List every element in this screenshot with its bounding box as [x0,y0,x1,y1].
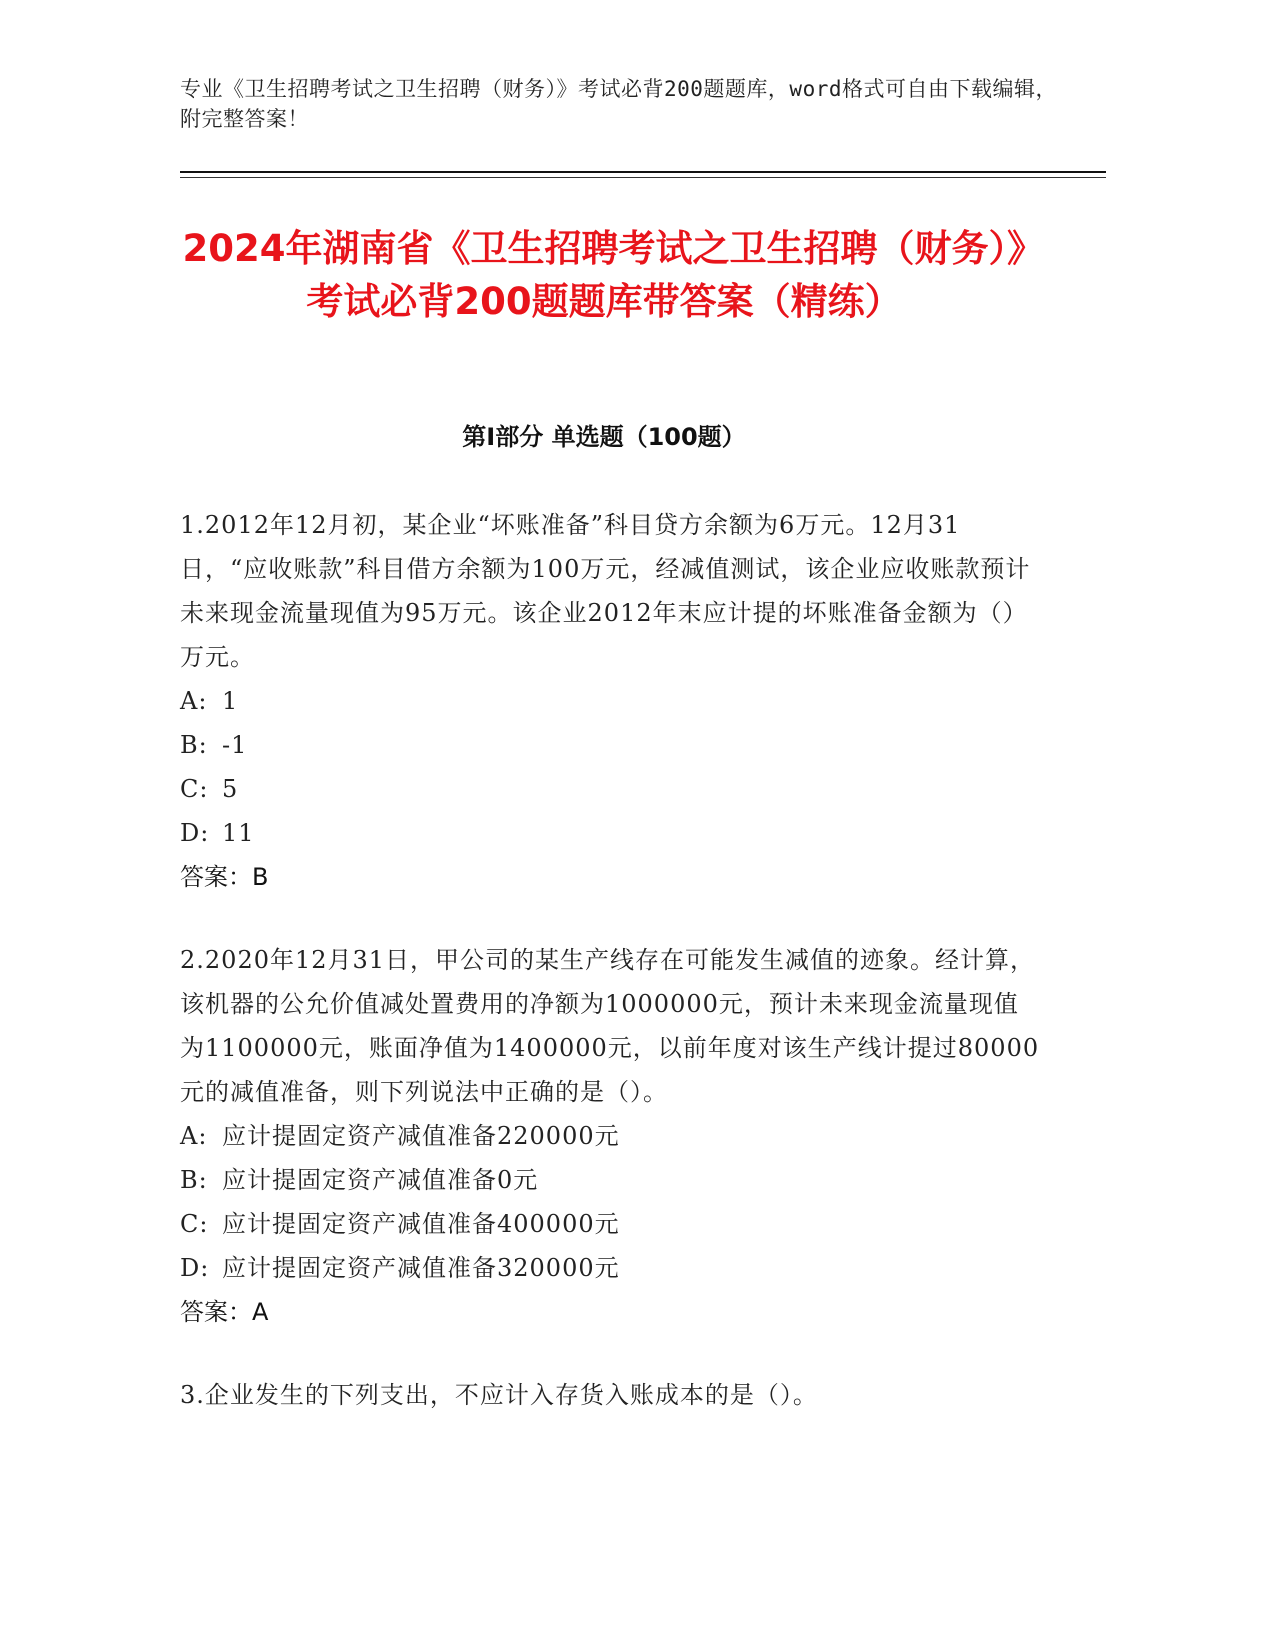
header-divider-thin [180,177,1106,178]
option-letter: D: [180,819,210,847]
option-letter: C: [180,775,209,803]
option-letter: C: [180,1210,209,1238]
option-letter: D: [180,1254,210,1282]
section-heading: 第Ⅰ部分 单选题（100题） [462,423,746,451]
option-text: 应计提固定资产减值准备320000元 [222,1254,620,1282]
option-letter: A: [180,687,208,715]
question-stem: 2.2020年12月31日，甲公司的某生产线存在可能发生减值的迹象。经计算，该机器的公允价值减处置费用的净额为1000000元，预计未来现金流量现值为1100000元，账面净值为1400000元，以前年度对该生产线计提过80000元的减值准备，则下列说法中正确的是（）。 [180,946,1040,1106]
option-c [180,1202,1040,1246]
question-stem: 1.2012年12月初，某企业“坏账准备”科目贷方余额为6万元。12月31日，“应收账款”科目借方余额为100万元，经减值测试，该企业应收账款预计未来现金流量现值为95万元。该企业2012年末应计提的坏账准备金额为（）万元。 [180,511,1031,671]
document-title: 2024年湖南省《卫生招聘考试之卫生招聘（财务）》考试必背200题题库带答案（精练） [182,227,1026,323]
option-d [180,1246,1040,1290]
option-text: 11 [222,819,255,847]
option-text: 应计提固定资产减值准备400000元 [222,1210,620,1238]
question-1 [180,503,1040,899]
option-text: 1 [222,687,239,715]
answer-line: 答案：A [180,1298,269,1326]
header-note: 专业《卫生招聘考试之卫生招聘（财务）》考试必背200题题库，word格式可自由下载编辑，附完整答案！ [180,77,1057,131]
option-text: 应计提固定资产减值准备220000元 [222,1122,620,1150]
option-text: 5 [222,775,239,803]
question-2 [180,938,1040,1334]
option-letter: A: [180,1122,208,1150]
option-letter: B: [180,1166,208,1194]
option-d [180,811,1040,855]
option-b [180,1158,1040,1202]
option-a [180,1114,1040,1158]
option-b [180,723,1040,767]
header-divider-thick [180,171,1106,173]
option-text: 应计提固定资产减值准备0元 [222,1166,539,1194]
option-a [180,679,1040,723]
option-text: -1 [222,731,248,759]
question-stem: 3.企业发生的下列支出，不应计入存货入账成本的是（）。 [180,1381,818,1409]
question-3 [180,1373,1040,1417]
option-c [180,767,1040,811]
option-letter: B: [180,731,208,759]
answer-line: 答案：B [180,863,269,891]
